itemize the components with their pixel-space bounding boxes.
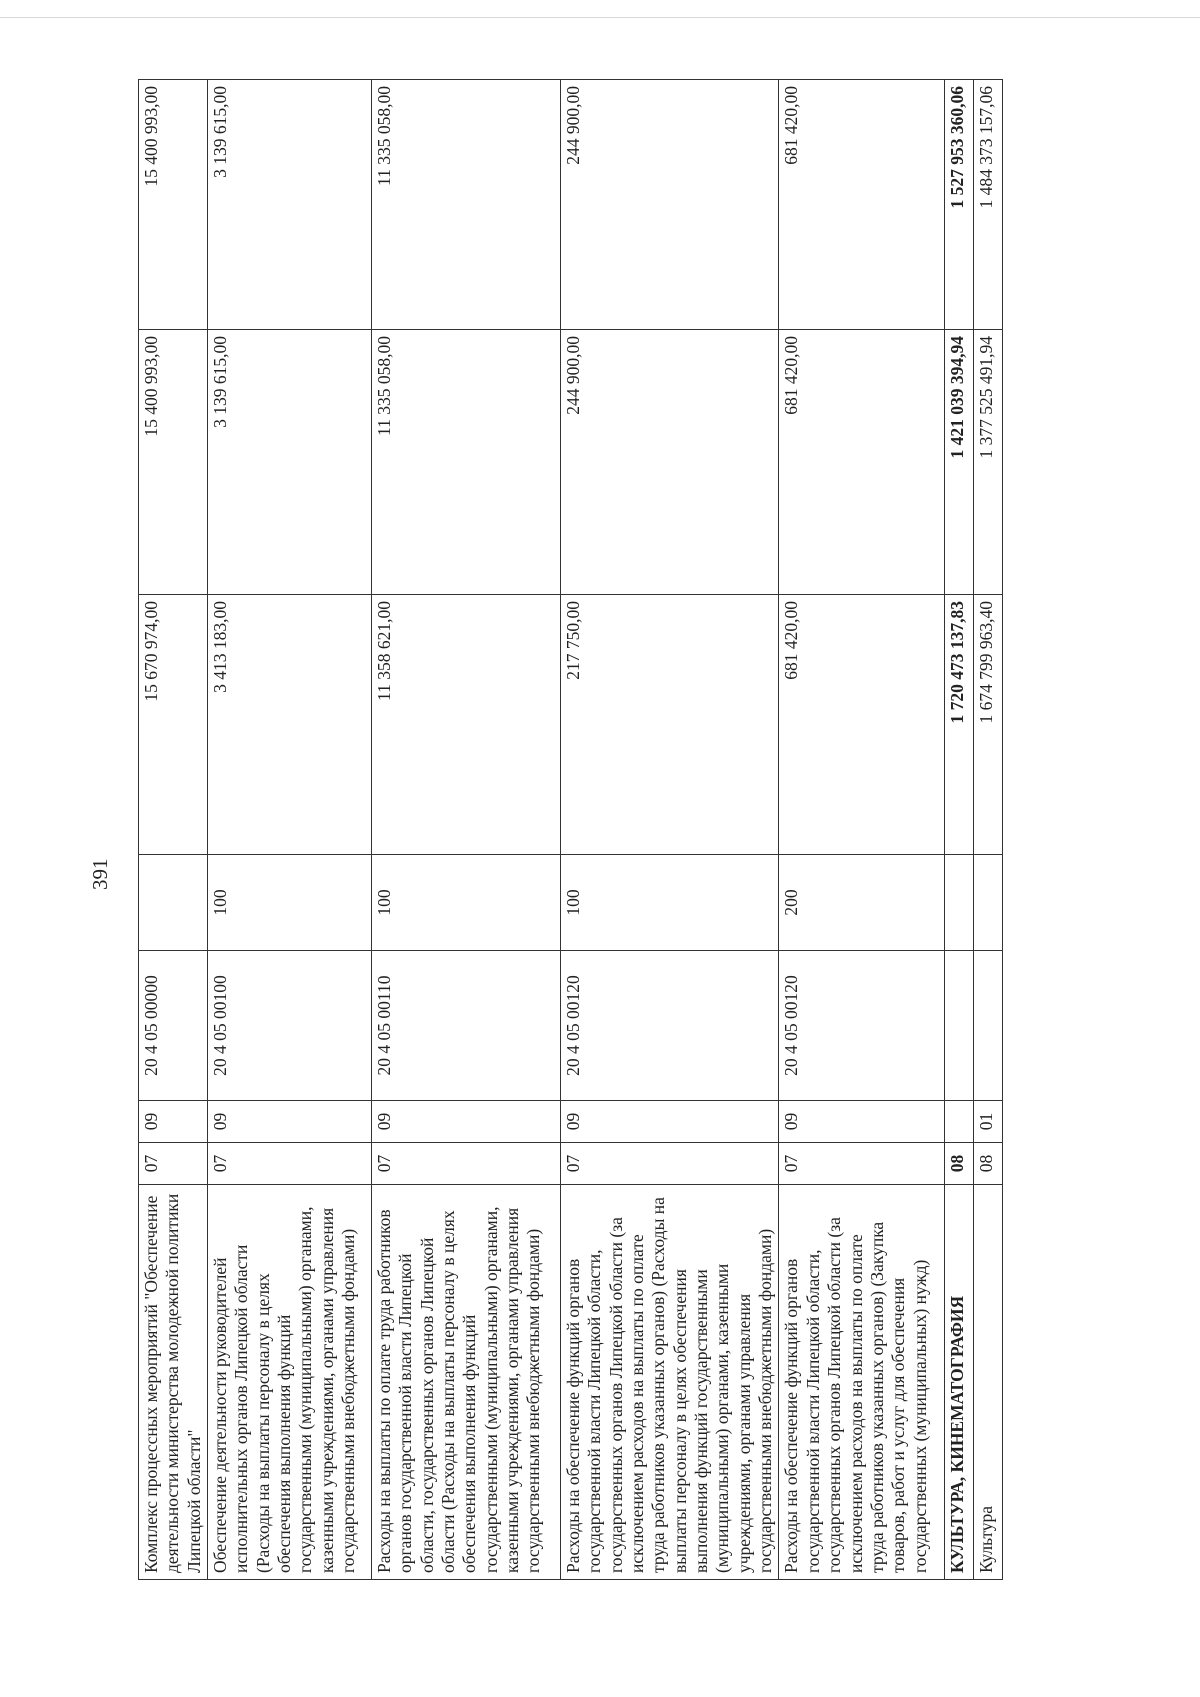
row-name: Расходы на обеспечение функций органов государственной власти Липецкой области, государственных органов Липецкой области (за исключением расходов на выплаты по оплате труда работников указанных органов) (Расходы на выплаты персоналу в целях обеспечения выполнения функций государственными (муниципальными) органами, казенными учреждениями, органами управления государственными внебюджетными фондами) <box>561 1185 779 1580</box>
row-expense-type <box>945 855 974 951</box>
row-section: 08 <box>974 1143 1003 1185</box>
budget-table <box>138 79 1003 1580</box>
row-subsection: 09 <box>779 1101 945 1143</box>
table-row <box>945 80 974 1580</box>
table-row <box>974 80 1003 1580</box>
row-target-article: 20 4 05 00000 <box>139 951 208 1101</box>
row-expense-type <box>139 855 208 951</box>
table-row <box>208 80 372 1580</box>
rotated-table-container <box>138 80 1058 1580</box>
row-sum-1: 217 750,00 <box>561 595 779 855</box>
row-sum-2: 244 900,00 <box>561 330 779 595</box>
row-sum-2: 681 420,00 <box>779 330 945 595</box>
row-sum-3: 15 400 993,00 <box>139 80 208 330</box>
row-sum-1: 11 358 621,00 <box>372 595 561 855</box>
row-name: Расходы на обеспечение функций органов государственной власти Липецкой области, государственных органов Липецкой области (за исключением расходов на выплаты по оплате труда работников указанных органов) (Закупка товаров, работ и услуг для обеспечения государственных (муниципальных) нужд) <box>779 1185 945 1580</box>
row-subsection: 01 <box>974 1101 1003 1143</box>
row-target-article <box>974 951 1003 1101</box>
row-expense-type <box>974 855 1003 951</box>
row-name: Обеспечение деятельности руководителей исполнительных органов Липецкой области (Расходы на выплаты персоналу в целях обеспечения выполнения функций государственными (муниципальными) органами, казенными учреждениями, органами управления государственными внебюджетными фондами) <box>208 1185 372 1580</box>
row-sum-1: 681 420,00 <box>779 595 945 855</box>
row-subsection: 09 <box>139 1101 208 1143</box>
row-expense-type: 100 <box>372 855 561 951</box>
row-name: Расходы на выплаты по оплате труда работников органов государственной власти Липецкой области, государственных органов Липецкой области (Расходы на выплаты персоналу в целях обеспечения выполнения функций государственными (муниципальными) органами, казенными учреждениями, органами управления государственными внебюджетными фондами) <box>372 1185 561 1580</box>
table-row <box>779 80 945 1580</box>
row-subsection: 09 <box>372 1101 561 1143</box>
row-expense-type: 100 <box>561 855 779 951</box>
row-target-article: 20 4 05 00110 <box>372 951 561 1101</box>
row-sum-1: 1 674 799 963,40 <box>974 595 1003 855</box>
row-target-article <box>945 951 974 1101</box>
row-section: 07 <box>139 1143 208 1185</box>
table-row <box>139 80 208 1580</box>
row-sum-1: 3 413 183,00 <box>208 595 372 855</box>
row-expense-type: 200 <box>779 855 945 951</box>
row-section: 08 <box>945 1143 974 1185</box>
row-sum-3: 11 335 058,00 <box>372 80 561 330</box>
row-target-article: 20 4 05 00120 <box>561 951 779 1101</box>
row-subsection <box>945 1101 974 1143</box>
row-target-article: 20 4 05 00120 <box>779 951 945 1101</box>
row-sum-3: 681 420,00 <box>779 80 945 330</box>
row-name: Комплекс процессных мероприятий "Обеспечение деятельности министерства молодежной политики Липецкой области" <box>139 1185 208 1580</box>
row-section: 07 <box>208 1143 372 1185</box>
row-sum-3: 3 139 615,00 <box>208 80 372 330</box>
row-sum-2: 1 421 039 394,94 <box>945 330 974 595</box>
row-sum-2: 1 377 525 491,94 <box>974 330 1003 595</box>
row-sum-1: 15 670 974,00 <box>139 595 208 855</box>
table-row <box>561 80 779 1580</box>
row-sum-3: 1 527 953 360,06 <box>945 80 974 330</box>
row-expense-type: 100 <box>208 855 372 951</box>
row-subsection: 09 <box>561 1101 779 1143</box>
table-row <box>372 80 561 1580</box>
row-sum-3: 1 484 373 157,06 <box>974 80 1003 330</box>
row-section: 07 <box>561 1143 779 1185</box>
row-sum-2: 11 335 058,00 <box>372 330 561 595</box>
row-sum-3: 244 900,00 <box>561 80 779 330</box>
row-sum-2: 3 139 615,00 <box>208 330 372 595</box>
row-sum-2: 15 400 993,00 <box>139 330 208 595</box>
row-section: 07 <box>372 1143 561 1185</box>
row-target-article: 20 4 05 00100 <box>208 951 372 1101</box>
scan-edge-line <box>0 17 1200 18</box>
row-section: 07 <box>779 1143 945 1185</box>
row-name: Культура <box>974 1185 1003 1580</box>
page-number: 391 <box>88 858 112 890</box>
row-sum-1: 1 720 473 137,83 <box>945 595 974 855</box>
row-name: КУЛЬТУРА, КИНЕМАТОГРАФИЯ <box>945 1185 974 1580</box>
row-subsection: 09 <box>208 1101 372 1143</box>
